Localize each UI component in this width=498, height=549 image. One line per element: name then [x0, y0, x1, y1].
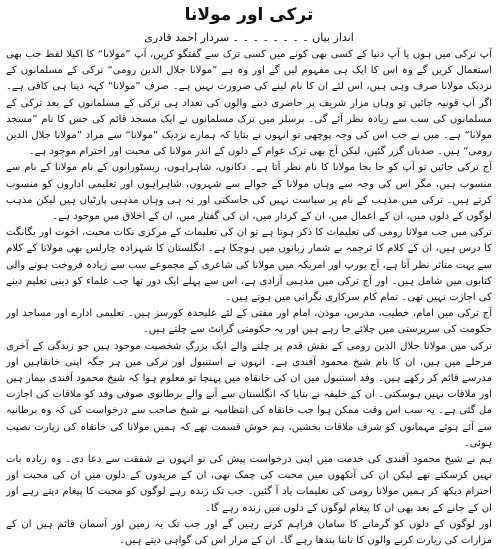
article-paragraph: آپ ترکی میں ہوں یا آپ دنیا کے کسی بھی کونے میں کسی ترک سے گفتگو کریں، آپ ”مولانا“ کا اکیلا لفظ جب بھی استعمال کریں گے وہ اس کا ایک ہی مفہوم لیں گے اور وہ ہے ”مولانا جلال الدین رومی“ ترکی کے مسلمانوں کے نزدیک مولانا صرف وہی ہیں، اس لئے ان کا نام لینے کی ضرورت نہیں ہے۔ صرف ”مولانا“ کہہ دینا ہی کافی ہے۔ اگر آپ قونیہ جائیں تو وہاں مزار شریف پر حاضری دینے والوں کی تعداد ہی ترکی کے مسلمانوں کے بعد ترکی کے مسلمانوں کی سب سے زیادہ نظر آئے گی۔ برسلز میں ترک مسلمانوں نے ایک مسجد قائم کی جس کا نام ”مسجد مولانا“ ہے۔ میں نے جب اس کی وجہ پوچھی تو انہوں نے بتایا کہ ہمارے نزدیک ”مولانا“ سے مراد ”مولانا جلال الدین رومی“ ہیں۔ صدیاں گزر گئیں، لیکن آج بھی ترک عوام کے دلوں کے اندر مولانا کی محبت اور احترام موجود ہے۔ [6, 49, 492, 158]
article-paragraph: آج ترکی جائیں تو آپ کو جا بجا مولانا کا نام نظر آتا ہے۔ دکانوں، شاہراہوں، ریسٹورانوں کے نام مولانا کے نام سے منسوب ہیں، مگر اس کی وجہ سے وہاں مولانا کے حوالے سے شہروں، شاہراہوں اور تعلیمی اداروں کو منسوب کرتے ہیں۔ ترکی میں مذہب کے نام پر سیاست نہیں کی جاسکتی اور نہ ہی وہاں مذہبی پارٹیاں ہیں لیکن مذہب لوگوں کے دلوں میں، ان کے اعمال میں، ان کے کردار میں، ان کی گفتار میں، ان کے اخلاق میں موجود ہے۔ [6, 162, 492, 223]
article-body [6, 47, 492, 549]
article-paragraph: ہم نے شیخ محمود آفندی کی خدمت میں اپنی درخواست پیش کی تو انہوں نے شفقت سے دعا دی۔ وہ زیادہ بات نہیں کرسکتے تھے لیکن ان کی آنکھوں میں محبت کی چمک تھی، ان کے مریدوں کے دلوں میں ان کی محبت اور احترام دیکھ کر ہمیں مولانا رومی کی تعلیمات یاد آ گئیں۔ جب تک زندہ رہے لوگوں کو محبت کا پیغام دیتے رہے اور ان کے جانے کے بعد بھی ان کا پیغام لوگوں کے دلوں میں زندہ رہے گا۔ [6, 454, 492, 514]
article-title: ترکی اور مولانا [184, 5, 314, 25]
article-paragraph: ترکی میں جب مولانا رومی کی تعلیمات کا ذکر ہوتا ہے تو ان کی تعلیمات کے مرکزی نکات محبت، اخوت اور یگانگت کا درس ہیں، ان کے کلام کا ترجمہ بے شمار زبانوں میں ہوچکا ہے۔ انگلستان کا شہزادہ چارلس بھی مولانا کے کلام سے بہت متاثر نظر آتا ہے، آج یورپ اور امریکہ میں مولانا کی شاعری کے مجموعے سب سے زیادہ فروخت ہونے والی کتابوں میں شامل ہیں۔ اور آج ترکی میں مذہبی آزادی ہے، اس سے پہلے ایک دور تھا جب علماء کو دینی تعلیم دینے کی اجازت نہیں تھی۔ تمام کام سرکاری نگرانی میں ہوتے ہیں۔ [6, 227, 492, 304]
article-paragraph: ترکی میں مولانا جلال الدین رومی کے نقش قدم پر چلنے والے ایک بزرگ شخصیت موجود ہیں جو زندگی کے آخری مرحلے میں ہیں، ان کا نام شیخ محمود آفندی ہے۔ انہوں نے استنبول اور ترکی میں ہر جگہ اپنی خانقاہیں اور مدرسے قائم کر رکھے ہیں۔ وفد استنبول میں ان کی خانقاہ میں پہنچا تو معلوم ہوا کہ شیخ محمود آفندی بیمار ہیں اور ملاقات نہیں ہوسکتی۔ ان کے خلیفہ نے بتایا کہ انگلستان سے آنے والے برطانوی صوفی وفد کو ملاقات کی اجازت مل گئی ہے۔ یہ سب اس وقت ممکن ہوا جب خانقاہ کی انتظامیہ نے شیخ صاحب سے درخواست کی کہ وہ برطانیہ سے آئے ہوئے مہمانوں کو شرف ملاقات بخشیں، ہم خوش قسمت تھے کہ ہمیں مولانا کی خانقاہ کی زیارت نصیب ہوئی۔ [6, 340, 492, 449]
article-paragraph: آج ترکی میں امام، خطیب، مدرس، موذن، امام اور مفتی کے لئے علیحدہ کورسز ہیں۔ تعلیمی ادارے اور مساجد اور حکومت کی سرپرستی میں چلائے جا رہے ہیں اور یہ حکومتی گرانٹ سے چلتے ہیں۔ [6, 308, 492, 336]
article-paragraph: اور لوگوں کے دلوں کو گرمانے کا سامان فراہم کرتے رہیں گے اور جب تک یہ زمین اور آسمان قائم ہیں ان کے مزارات کی زیارت کرنے والوں کا تانتا بندھا رہے گا۔ ان کے مزار اس کی گواہی دیتے ہیں۔ [6, 518, 492, 547]
article-byline: انداز بیاں ۔ ۔ ۔ ۔ ۔ ۔ ۔ ۔ سردار احمد قادری [144, 31, 354, 44]
